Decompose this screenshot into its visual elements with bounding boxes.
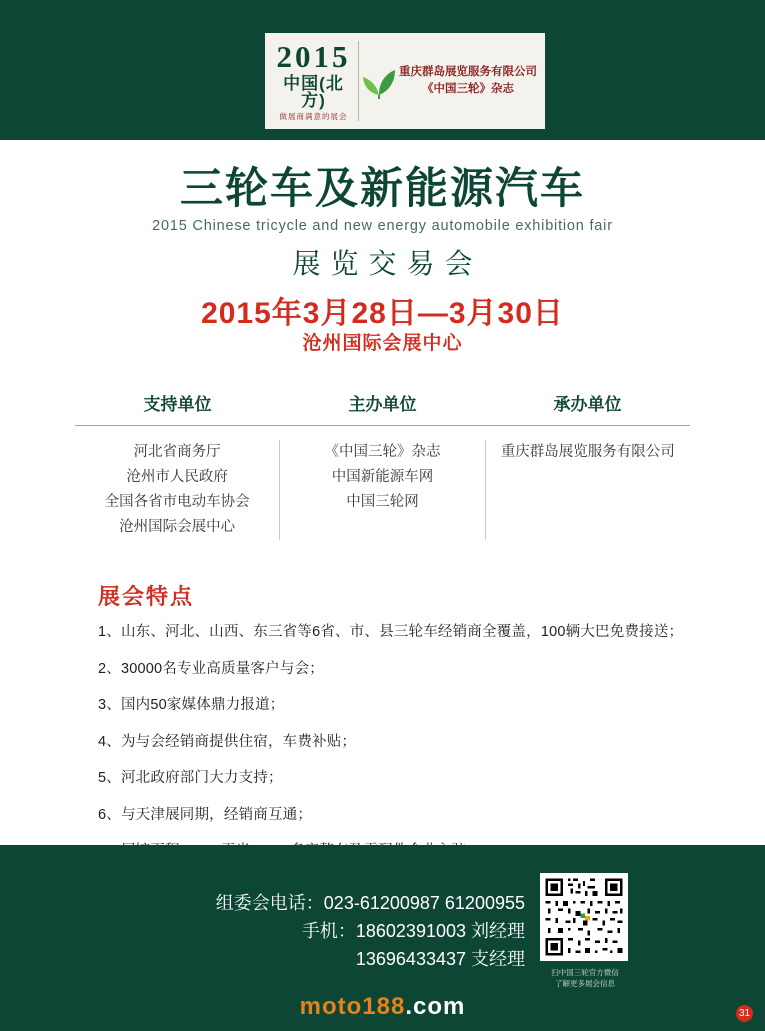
features-heading: 展会特点 bbox=[98, 584, 195, 609]
site-logo-suffix: .com bbox=[405, 993, 466, 1020]
leaf-icon bbox=[359, 61, 399, 101]
organisers-column-support bbox=[75, 440, 280, 540]
logo-year: 2015 bbox=[276, 39, 351, 75]
site-logo[interactable] bbox=[0, 993, 765, 1021]
event-logo bbox=[265, 33, 545, 129]
contact-mobile-1: 手机：18602391003 刘经理 bbox=[301, 920, 525, 941]
feature-item: 5、河北政府部门大力支持； bbox=[98, 770, 283, 786]
organiser-entry: 中国新能源车网 bbox=[331, 468, 434, 485]
organiser-entry: 河北省商务厅 bbox=[133, 444, 221, 460]
event-date: 2015年3月28日—3月30日 bbox=[201, 297, 564, 330]
page-title: 三轮车及新能源汽车 bbox=[180, 165, 585, 213]
qr-caption bbox=[540, 967, 630, 990]
qr-block bbox=[540, 873, 630, 990]
organisers-header-support: 支持单位 bbox=[143, 395, 212, 414]
logo-tagline: 做展商满意的展会 bbox=[279, 112, 348, 122]
organisers-column-host bbox=[280, 440, 485, 540]
qr-code-icon bbox=[540, 873, 628, 961]
organisers-header-organizer: 承办单位 bbox=[553, 395, 622, 414]
site-logo-name: moto188 bbox=[299, 993, 406, 1020]
logo-company: 重庆群岛展览服务有限公司 bbox=[399, 65, 537, 78]
organiser-entry: 重庆群岛展览服务有限公司 bbox=[500, 444, 675, 460]
event-venue: 沧州国际会展中心 bbox=[302, 333, 463, 354]
organiser-entry: 沧州市人民政府 bbox=[126, 468, 228, 485]
header-band bbox=[0, 0, 765, 140]
organisers-column-organizer bbox=[486, 440, 690, 540]
logo-right-block bbox=[399, 64, 537, 99]
body-panel bbox=[0, 140, 765, 845]
contact-block bbox=[110, 890, 525, 974]
page-number: 31 bbox=[736, 1005, 753, 1022]
organisers-table bbox=[75, 390, 690, 540]
organisers-header-host: 主办单位 bbox=[348, 395, 417, 414]
organiser-entry: 沧州国际会展中心 bbox=[119, 518, 236, 535]
features-list bbox=[98, 625, 698, 881]
qr-caption-line-2: 了解更多展会信息 bbox=[555, 979, 615, 989]
organiser-entry: 全国各省市电动车协会 bbox=[104, 493, 250, 510]
organiser-entry: 中国三轮网 bbox=[346, 493, 419, 510]
qr-caption-line-1: 扫中国三轮官方微信 bbox=[551, 968, 619, 977]
organisers-columns bbox=[75, 426, 690, 540]
contact-mobile-2: 13696433437 支经理 bbox=[355, 948, 525, 969]
footer-band bbox=[0, 845, 765, 1031]
feature-item: 4、为与会经销商提供住宿，车费补贴； bbox=[98, 733, 357, 750]
page-title-english: 2015 Chinese tricycle and new energy automobile exhibition fair bbox=[152, 218, 613, 234]
organisers-headers bbox=[75, 390, 690, 426]
organiser-entry: 《中国三轮》杂志 bbox=[324, 444, 441, 460]
logo-left-block bbox=[273, 41, 359, 121]
feature-item: 2、30000名专业高质量客户与会； bbox=[98, 660, 324, 677]
feature-item: 6、与天津展同期，经销商互通； bbox=[98, 806, 313, 823]
feature-item: 3、国内50家媒体鼎力报道； bbox=[98, 697, 285, 713]
logo-magazine: 《中国三轮》杂志 bbox=[422, 83, 514, 95]
feature-item: 1、山东、河北、山西、东三省等6省、市、县三轮车经销商全覆盖，100辆大巴免费接送； bbox=[98, 624, 684, 640]
page-subtitle: 展览交易会 bbox=[292, 248, 483, 279]
logo-country: 中国(北方) bbox=[283, 74, 344, 111]
contact-phone: 组委会电话：023-61200987 61200955 bbox=[215, 893, 525, 913]
